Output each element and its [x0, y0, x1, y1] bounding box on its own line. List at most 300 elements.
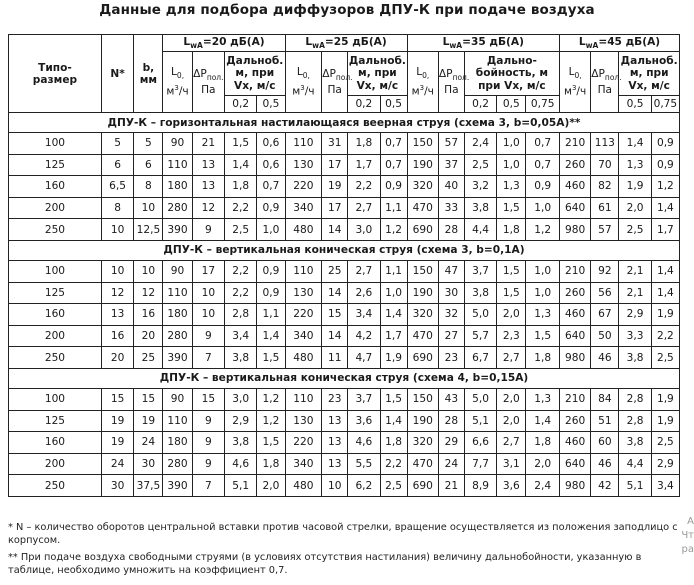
- value-cell: 210: [559, 388, 590, 410]
- value-cell: 130: [285, 154, 322, 176]
- value-cell: 17: [322, 197, 348, 219]
- value-cell: 640: [559, 197, 590, 219]
- header-flow-sub: 0,: [302, 71, 310, 81]
- size-cell: 125: [9, 282, 102, 304]
- value-cell: 3,8: [464, 282, 496, 304]
- value-cell: 1,8: [497, 219, 526, 241]
- table-row: [9, 475, 680, 497]
- value-cell: 3,8: [619, 432, 651, 454]
- side-text-line: Чт: [681, 530, 694, 541]
- value-cell: 1,0: [497, 133, 526, 155]
- value-cell: 2,8: [225, 304, 257, 326]
- value-cell: 2,0: [257, 475, 285, 497]
- value-cell: 220: [285, 176, 322, 198]
- header-flow-unit: $м^3/ч$: [166, 84, 189, 98]
- value-cell: 470: [407, 453, 438, 475]
- value-cell: 2,9: [225, 410, 257, 432]
- value-cell: 1,9: [619, 176, 651, 198]
- table-row: [9, 388, 680, 410]
- value-cell: 110: [163, 154, 192, 176]
- header-pressure-sub: пол.: [604, 73, 622, 83]
- header-pressure-name: $\Delta P_{пол.}$: [322, 67, 353, 83]
- size-cell: 100: [9, 260, 102, 282]
- value-cell: 12,5: [134, 219, 163, 241]
- value-cell: 28: [438, 219, 464, 241]
- header-noise-level: $L_{wA}=45$ дБ(А): [559, 35, 679, 52]
- value-cell: 980: [559, 219, 590, 241]
- value-cell: 24: [438, 453, 464, 475]
- header-flow: [285, 52, 322, 113]
- value-cell: 19: [101, 410, 133, 432]
- value-cell: 390: [163, 219, 192, 241]
- value-cell: 19: [322, 176, 348, 198]
- value-cell: 5,0: [464, 388, 496, 410]
- value-cell: 5,1: [225, 475, 257, 497]
- value-cell: 13: [192, 154, 224, 176]
- value-cell: 51: [591, 410, 619, 432]
- value-cell: 1,0: [526, 282, 560, 304]
- value-cell: 1,3: [619, 154, 651, 176]
- header-flow-sub: 0,: [422, 71, 430, 81]
- header-throw-line: бойность, м: [475, 67, 548, 80]
- value-cell: 2,5: [464, 154, 496, 176]
- header-flow: [163, 52, 192, 113]
- value-cell: 10: [134, 260, 163, 282]
- value-cell: 3,0: [225, 388, 257, 410]
- value-cell: 2,6: [348, 282, 380, 304]
- value-cell: 33: [438, 197, 464, 219]
- value-cell: 1,5: [257, 432, 285, 454]
- value-cell: 6,2: [348, 475, 380, 497]
- value-cell: 130: [285, 410, 322, 432]
- value-cell: 19: [101, 432, 133, 454]
- value-cell: 320: [407, 304, 438, 326]
- header-type-size-line: Типо-: [38, 61, 72, 74]
- value-cell: 17: [192, 260, 224, 282]
- value-cell: 15: [134, 388, 163, 410]
- value-cell: 1,8: [380, 432, 407, 454]
- value-cell: 280: [163, 197, 192, 219]
- value-cell: 56: [591, 282, 619, 304]
- side-text-line: А: [687, 516, 694, 527]
- value-cell: 5: [134, 133, 163, 155]
- value-cell: 480: [285, 219, 322, 241]
- value-cell: 1,0: [497, 154, 526, 176]
- value-cell: 9: [192, 325, 224, 347]
- value-cell: 2,2: [380, 453, 407, 475]
- header-noise-level: $L_{wA}=20$ дБ(А): [163, 35, 285, 52]
- header-flow-sup: 3: [174, 84, 179, 93]
- value-cell: 1,5: [257, 347, 285, 369]
- value-cell: 2,8: [619, 388, 651, 410]
- value-cell: 470: [407, 325, 438, 347]
- value-cell: 1,8: [348, 133, 380, 155]
- value-cell: 480: [285, 347, 322, 369]
- value-cell: 3,4: [348, 304, 380, 326]
- value-cell: 3,8: [619, 347, 651, 369]
- value-cell: 15: [192, 388, 224, 410]
- value-cell: 24: [101, 453, 133, 475]
- value-cell: 980: [559, 347, 590, 369]
- value-cell: 110: [163, 410, 192, 432]
- value-cell: 3,8: [225, 347, 257, 369]
- value-cell: 9: [192, 410, 224, 432]
- value-cell: 150: [407, 260, 438, 282]
- value-cell: 280: [163, 453, 192, 475]
- value-cell: 30: [101, 475, 133, 497]
- value-cell: 0,9: [651, 154, 679, 176]
- header-pressure-name: $\Delta P_{пол.}$: [438, 67, 470, 83]
- footnote-revolutions: * N – количество оборотов центральной вставки против часовой стрелки, вращение осуществляется из положения заподлицо с корпусом.: [8, 522, 678, 546]
- header-flow-unit: $м^3/ч$: [292, 84, 315, 98]
- value-cell: 12: [101, 282, 133, 304]
- value-cell: 3,7: [464, 260, 496, 282]
- value-cell: 1,0: [526, 197, 560, 219]
- value-cell: 3,2: [464, 176, 496, 198]
- value-cell: 60: [591, 432, 619, 454]
- header-vx-value: 0,75: [651, 96, 679, 113]
- value-cell: 2,5: [225, 219, 257, 241]
- value-cell: 14: [322, 219, 348, 241]
- value-cell: 3,4: [651, 475, 679, 497]
- value-cell: 190: [407, 154, 438, 176]
- header-noise-level: $L_{wA}=35$ дБ(А): [407, 35, 559, 52]
- value-cell: 16: [134, 304, 163, 326]
- value-cell: 640: [559, 453, 590, 475]
- value-cell: 2,7: [348, 260, 380, 282]
- header-pressure-sub: пол.: [206, 73, 224, 83]
- value-cell: 220: [285, 304, 322, 326]
- value-cell: 17: [322, 154, 348, 176]
- header-throw-line: м, при: [629, 67, 669, 80]
- value-cell: 2,5: [619, 219, 651, 241]
- value-cell: 1,7: [348, 154, 380, 176]
- header-pressure-sub: пол.: [452, 73, 470, 83]
- header-flow-name: $L_{0,}$: [171, 66, 185, 81]
- value-cell: 2,2: [225, 260, 257, 282]
- value-cell: 1,9: [651, 410, 679, 432]
- value-cell: 47: [438, 260, 464, 282]
- table-row: [9, 219, 680, 241]
- value-cell: 220: [285, 432, 322, 454]
- value-cell: 340: [285, 197, 322, 219]
- value-cell: 690: [407, 475, 438, 497]
- table-row: [9, 133, 680, 155]
- value-cell: 13: [322, 453, 348, 475]
- value-cell: 10: [134, 197, 163, 219]
- value-cell: 1,2: [380, 219, 407, 241]
- value-cell: 0,9: [257, 197, 285, 219]
- value-cell: 1,4: [651, 197, 679, 219]
- header-throw-line: м, при: [358, 67, 397, 80]
- value-cell: 31: [322, 133, 348, 155]
- value-cell: 9: [192, 219, 224, 241]
- header-pressure: [192, 52, 224, 113]
- value-cell: 113: [591, 133, 619, 155]
- header-flow-sup: 3: [419, 84, 425, 93]
- value-cell: 110: [285, 133, 322, 155]
- value-cell: 43: [438, 388, 464, 410]
- header-vx-value: 0,2: [225, 96, 257, 113]
- value-cell: 1,8: [526, 432, 560, 454]
- value-cell: 1,3: [526, 304, 560, 326]
- header-throw-line: Дальноб.: [226, 54, 284, 67]
- value-cell: 32: [438, 304, 464, 326]
- value-cell: 0,6: [257, 133, 285, 155]
- value-cell: 390: [163, 475, 192, 497]
- value-cell: 1,4: [651, 282, 679, 304]
- header-pressure: [591, 52, 622, 113]
- value-cell: 2,2: [348, 176, 380, 198]
- size-cell: 160: [9, 176, 102, 198]
- value-cell: 3,7: [348, 388, 380, 410]
- header-throw-line: Дально-: [486, 54, 537, 67]
- value-cell: 3,3: [619, 325, 651, 347]
- value-cell: 1,9: [651, 388, 679, 410]
- header-throw-line: Vx, м/с: [628, 79, 670, 92]
- value-cell: 2,1: [619, 260, 651, 282]
- value-cell: 1,5: [526, 325, 560, 347]
- value-cell: 5,5: [348, 453, 380, 475]
- value-cell: 1,2: [257, 388, 285, 410]
- value-cell: 5,7: [464, 325, 496, 347]
- table-row: [9, 432, 680, 454]
- value-cell: 180: [163, 432, 192, 454]
- value-cell: 180: [163, 176, 192, 198]
- value-cell: 1,5: [497, 260, 526, 282]
- value-cell: 2,7: [497, 347, 526, 369]
- header-throw-distance: [464, 52, 559, 96]
- table-row: [9, 453, 680, 475]
- value-cell: 0,7: [380, 133, 407, 155]
- value-cell: 480: [285, 475, 322, 497]
- value-cell: 2,5: [380, 475, 407, 497]
- value-cell: 2,0: [497, 304, 526, 326]
- header-flow-sub: 0,: [574, 71, 582, 81]
- header-noise-sub: wA: [449, 41, 463, 51]
- header-noise-sub: wA: [190, 41, 203, 51]
- value-cell: 10: [101, 260, 133, 282]
- value-cell: 0,6: [257, 154, 285, 176]
- value-cell: 690: [407, 219, 438, 241]
- value-cell: 1,8: [257, 453, 285, 475]
- value-cell: 0,9: [526, 176, 560, 198]
- header-pressure: [438, 52, 470, 113]
- value-cell: 1,4: [257, 325, 285, 347]
- size-cell: 250: [9, 219, 102, 241]
- side-text-line: ра: [681, 544, 694, 555]
- value-cell: 1,3: [526, 388, 560, 410]
- value-cell: 1,5: [380, 388, 407, 410]
- value-cell: 40: [438, 176, 464, 198]
- value-cell: 37,5: [134, 475, 163, 497]
- value-cell: 29: [438, 432, 464, 454]
- header-flow-sub: 0,: [176, 71, 185, 81]
- header-pressure-unit: Па: [597, 84, 613, 97]
- value-cell: 1,5: [497, 282, 526, 304]
- value-cell: 7,7: [464, 453, 496, 475]
- value-cell: 2,0: [619, 197, 651, 219]
- value-cell: 280: [163, 325, 192, 347]
- header-throw-line: Дальноб.: [348, 54, 406, 67]
- value-cell: 5,0: [464, 304, 496, 326]
- value-cell: 20: [101, 347, 133, 369]
- value-cell: 25: [134, 347, 163, 369]
- header-type-size: [9, 35, 102, 113]
- value-cell: 3,8: [464, 197, 496, 219]
- value-cell: 2,7: [497, 432, 526, 454]
- value-cell: 6,6: [464, 432, 496, 454]
- header-n: N*: [101, 35, 133, 113]
- header-pressure-unit: Па: [444, 84, 459, 97]
- value-cell: 16: [101, 325, 133, 347]
- value-cell: 1,3: [497, 176, 526, 198]
- value-cell: 640: [559, 325, 590, 347]
- value-cell: 150: [407, 388, 438, 410]
- value-cell: 14: [322, 325, 348, 347]
- value-cell: 320: [407, 176, 438, 198]
- value-cell: 90: [163, 260, 192, 282]
- header-pressure-unit: Па: [201, 84, 216, 97]
- header-throw-line: при Vx, м/с: [478, 79, 546, 92]
- value-cell: 21: [192, 133, 224, 155]
- value-cell: 2,4: [464, 133, 496, 155]
- value-cell: 210: [559, 133, 590, 155]
- value-cell: 20: [134, 325, 163, 347]
- value-cell: 24: [134, 432, 163, 454]
- value-cell: 2,0: [497, 410, 526, 432]
- value-cell: 460: [559, 304, 590, 326]
- value-cell: 19: [134, 410, 163, 432]
- header-noise-sub: wA: [585, 41, 599, 51]
- value-cell: 57: [438, 133, 464, 155]
- section-label: ДПУ-К – горизонтальная настилающаяся веерная струя (схема 3, b=0,05A)**: [9, 113, 680, 133]
- value-cell: 37: [438, 154, 464, 176]
- header-pressure-sub: пол.: [335, 73, 353, 83]
- value-cell: 1,1: [257, 304, 285, 326]
- header-flow-unit: $м^3/ч$: [411, 84, 434, 98]
- size-cell: 160: [9, 304, 102, 326]
- value-cell: 1,4: [380, 410, 407, 432]
- value-cell: 2,7: [348, 197, 380, 219]
- value-cell: 12: [192, 197, 224, 219]
- value-cell: 2,2: [651, 325, 679, 347]
- table-row: [9, 325, 680, 347]
- diffuser-selection-table: [8, 34, 680, 497]
- value-cell: 10: [192, 304, 224, 326]
- header-flow: [559, 52, 590, 113]
- value-cell: 130: [285, 282, 322, 304]
- value-cell: 1,1: [380, 260, 407, 282]
- value-cell: 210: [559, 260, 590, 282]
- header-type-size-line: размер: [32, 73, 78, 86]
- header-throw-line: м, при: [235, 67, 275, 80]
- value-cell: 1,0: [257, 219, 285, 241]
- value-cell: 150: [407, 133, 438, 155]
- value-cell: 1,2: [257, 410, 285, 432]
- header-flow-name: $L_{0,}$: [416, 66, 430, 81]
- header-pressure-name: $\Delta P_{пол.}$: [193, 67, 224, 83]
- value-cell: 2,0: [526, 453, 560, 475]
- value-cell: 1,0: [380, 282, 407, 304]
- value-cell: 61: [591, 197, 619, 219]
- value-cell: 1,0: [526, 260, 560, 282]
- header-noise-level: $L_{wA}=25$ дБ(А): [285, 35, 407, 52]
- value-cell: 4,7: [348, 347, 380, 369]
- value-cell: 180: [163, 304, 192, 326]
- value-cell: 46: [591, 347, 619, 369]
- value-cell: 460: [559, 176, 590, 198]
- value-cell: 260: [559, 282, 590, 304]
- table-row: [9, 347, 680, 369]
- header-vx-value: 0,5: [619, 96, 651, 113]
- value-cell: 92: [591, 260, 619, 282]
- header-noise-sub: wA: [312, 41, 325, 51]
- value-cell: 90: [163, 133, 192, 155]
- value-cell: 90: [163, 388, 192, 410]
- value-cell: 470: [407, 197, 438, 219]
- value-cell: 13: [101, 304, 133, 326]
- header-throw-line: Vx, м/с: [234, 79, 276, 92]
- value-cell: 340: [285, 325, 322, 347]
- value-cell: 6,7: [464, 347, 496, 369]
- footnote-free-jets: ** При подаче воздуха свободными струями (в условиях отсутствия настилания) величину дальнобойности, указанную в таблице, необходимо умножить на коэффициент 0,7.: [8, 552, 642, 576]
- size-cell: 125: [9, 154, 102, 176]
- value-cell: 6: [134, 154, 163, 176]
- header-flow-name: $L_{0,}$: [568, 66, 582, 81]
- value-cell: 10: [101, 219, 133, 241]
- value-cell: 13: [322, 432, 348, 454]
- value-cell: 14: [322, 282, 348, 304]
- header-throw-line: Vx, м/с: [356, 79, 399, 92]
- value-cell: 0,7: [526, 154, 560, 176]
- value-cell: 8,9: [464, 475, 496, 497]
- size-cell: 100: [9, 133, 102, 155]
- value-cell: 340: [285, 453, 322, 475]
- value-cell: 0,7: [257, 176, 285, 198]
- value-cell: 70: [591, 154, 619, 176]
- value-cell: 57: [591, 219, 619, 241]
- value-cell: 8: [101, 197, 133, 219]
- value-cell: 2,2: [225, 197, 257, 219]
- value-cell: 190: [407, 282, 438, 304]
- value-cell: 1,7: [651, 219, 679, 241]
- value-cell: 2,9: [619, 304, 651, 326]
- value-cell: 1,4: [651, 260, 679, 282]
- header-flow: [407, 52, 438, 113]
- value-cell: 6: [101, 154, 133, 176]
- value-cell: 3,8: [225, 432, 257, 454]
- value-cell: 25: [322, 260, 348, 282]
- value-cell: 190: [407, 410, 438, 432]
- value-cell: 110: [163, 282, 192, 304]
- header-throw-line: Дальноб.: [620, 54, 678, 67]
- value-cell: 1,8: [225, 176, 257, 198]
- value-cell: 28: [438, 410, 464, 432]
- value-cell: 11: [322, 347, 348, 369]
- value-cell: 110: [285, 260, 322, 282]
- header-vx-value: 0,2: [464, 96, 496, 113]
- value-cell: 980: [559, 475, 590, 497]
- header-pressure-unit: Па: [327, 84, 342, 97]
- table-row: [9, 154, 680, 176]
- value-cell: 0,9: [257, 260, 285, 282]
- value-cell: 1,2: [526, 219, 560, 241]
- value-cell: 0,9: [257, 282, 285, 304]
- header-vx-value: 0,5: [380, 96, 407, 113]
- table-row: [9, 176, 680, 198]
- section-label: ДПУ-К – вертикальная коническая струя (схема 3, b=0,1A): [9, 240, 680, 260]
